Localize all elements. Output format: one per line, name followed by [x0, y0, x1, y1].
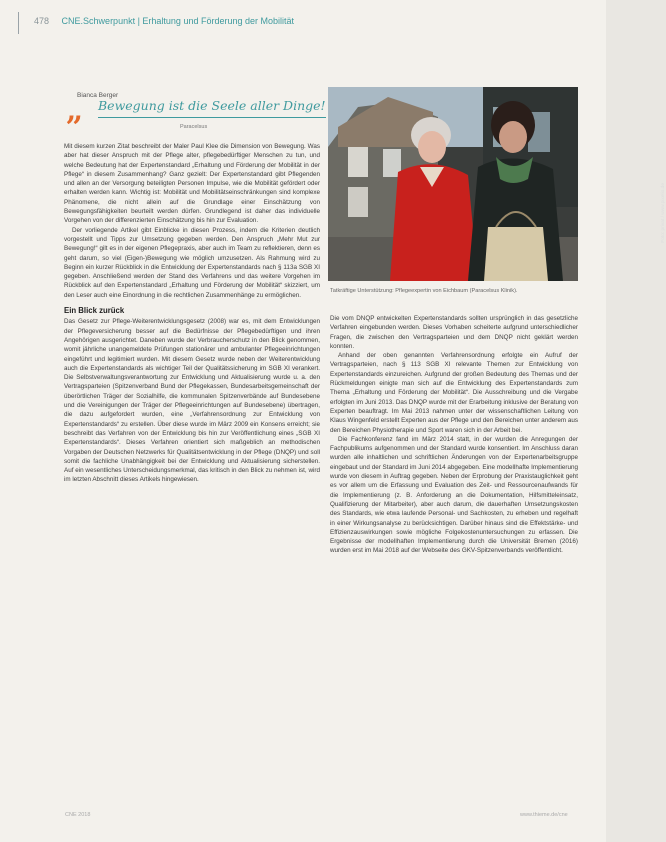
right-paragraph-2: Anhand der oben genannten Verfahrensordnung erfolgte ein Aufruf der Vertragsparteien, nach § 113 SGB XI relevante Themen zur Entwicklung von Expertenstandards einzureichen. Aufgrund der großen Bedeutung des Themas und der Rückmeldungen einigte man sich auf die Entwicklung des Expertenstandards zum Thema „Erhaltung und Förderung der Mobilität“. Die Ausschreibung und die Vergabe erfolgten im Juni 2013. Das DNQP wurde mit der Erarbeitung inklusive der Beratung von Experten beauftragt. Im Mai 2013 nahmen unter der wissenschaftlichen Leitung von Klaus Wingenfeld erstellt Experten aus der Pflege und den Bereichen unter anderem aus den Bereichen Physiotherapie und Sport waren sich in der Arbeit bei.	[330, 352, 578, 434]
intro-paragraph: Mit diesem kurzen Zitat beschreibt der Maler Paul Klee die Dimension von Bewegung. Was aber hat dieser Anspruch mit der Pflege alter, pflegebedürftiger Menschen zu tun, und welche Bedeutung hat der Expertenstandard „Erhaltung und Förderung der Mobilität in der Pflege“ in diesem Zusammenhang? Ganz gezielt: Der Expertenstandard gibt Pflegenden und allen an der Versorgung beteiligten Personen Impulse, wie die Mobilität gefördert oder erhalten werden kann. Wichtig ist: Mobilität und Mobilitätseinschränkungen sind komplexe Phänomene, die nicht allein auf die Grundlage einer Einschätzung von Bewegungsfähigkeiten beurteilt werden dürfen. Grundlegend ist daher das individuelle Vorgehen von der differenzierten Einschätzung bis hin zur Evaluation.	[64, 143, 320, 225]
photo-credit: Foto: privat / www.pixelio.de	[661, 183, 666, 243]
footer-right: www.thieme.de/cne	[520, 812, 568, 818]
running-header	[34, 16, 574, 26]
section-label: CNE.Schwerpunkt | Erhaltung und Förderung der Mobilität	[61, 16, 295, 26]
section-heading: Ein Blick zurück	[64, 306, 125, 316]
page-number: 478	[34, 16, 50, 26]
article-photo	[328, 87, 666, 281]
article-author: Bianca Berger	[77, 92, 119, 99]
right-column	[330, 314, 578, 556]
quote-mark-icon: „	[66, 93, 84, 128]
right-paragraph-3: Die Fachkonferenz fand im März 2014 statt, in der wurden die Anregungen der Fachpublikums aufgenommen und der Standard wurde konsentiert. Im Anschluss daran wurden alle inhaltlichen und schriftlichen Änderungen von der Expertenarbeitsgruppe eingebaut und der Standard im Juni 2014 abgegeben. Eine modellhafte Implementierung wurde von diesem in Auftrag gegeben. Neben der Erprobung der Praxistauglichkeit geht es vor allem um die Erfassung und Evaluation des Zeit- und Ressourcenaufwands für die Implementierung (z. B. Anforderung an die Dokumentation, Hilfsmitteleinsatz, Qualifizierung der Mitarbeiter), aber auch darum, die dauerhaften Umsetzungskosten des Standards, wie etwa laufende Personal- und Sachkosten, zu erheben und regelhaft in einer Wirkungsanalyse zu berücksichtigen. Darüber hinaus sind die Effektstärke- und Effizienzauswirkungen sowie mögliche Folgekostenuntersuchungen zu erfassen. Die Ergebnisse der modellhaften Implementierung durch die Universität Bremen (2016) wurden erst im Mai 2018 auf der Webseite des GKV-Spitzenverbands veröffentlicht.	[330, 435, 578, 555]
photo-illustration	[328, 87, 578, 281]
footer-left: CNE 2018	[65, 812, 91, 818]
article-title: Bewegung ist die Seele aller Dinge!	[98, 98, 326, 113]
paragraph-3: Das Gesetz zur Pflege-Weiterentwicklungsgesetz (2008) war es, mit dem Entwicklungen der Pflegeversicherung besser auf die Bedürfnisse der Pflegebedürftigen und ihren Angehörigen ausgerichtet. Daneben wurde der Verbraucherschutz in den Blick genommen, womit jährliche unangemeldete Prüfungen stationärer und ambulanter Pflegeeinrichtungen eingeführt und legitimiert wurden. Mit diesem Gesetz wurde neben der Weiterentwicklung auch die Expertenstandards als wichtiger Teil der Qualitätssicherung im SGB XI verankert. Die Selbstverwaltungsverantwortung zur Entwicklung und Aktualisierung wurde u. a. den Vertragsparteien (Spitzenverband Bund der Pflegekassen, Bundesarbeitsgemeinschaft der überörtlichen Träger der Sozialhilfe, die kommunalen Spitzenverbände auf Bundesebene und die Vereinigungen der Träger der Pflegeeinrichtungen auf Bundesebene) übertragen, die dazu aufgefordert wurden, eine „Verfahrensordnung zur Entwicklung von Expertenstandards“ zu erstellen. Über diese wurde im März 2009 ein Konsens erreicht; sie beschreibt das Verfahren von der Entwicklung bis hin zur Veröffentlichung eines „SGB XI Expertenstandards“. Dieses Verfahren orientiert sich maßgeblich an methodischen Vorgaben der Deutschen Netzwerks für Qualitätsentwicklung in der Pflege (DNQP) und soll somit die fachliche Unabhängigkeit bei der Entwicklung und Aktualisierung sicherstellen. Auf ein wesentliches Unterscheidungsmerkmal, das kritisch in den Blick zu nehmen ist, wird im letzten Abschnitt dieses Artikels hingewiesen.	[64, 318, 320, 484]
paragraph-2: Der vorliegende Artikel gibt Einblicke in diesen Prozess, indem die Kriterien deutlich vorgestellt und Tipps zur Umsetzung gegeben werden. Den Anspruch „Mehr Mut zur Bewegung!“ gilt es in der eigenen Pflegepraxis, aber auch im Team zu reflektieren, denn es geht darum, so viel (Eigen-)Bewegung wie möglich umzusetzen. Als Rahmung wird zu Beginn ein kurzer Rückblick in die Entwicklung der Expertenstandards nach § 113a SGB XI gegeben. Anschließend werden der Stand des Verfahrens und das weitere Vorgehen im Rückblick auf den Expertenstandard „Erhaltung und Förderung der Mobilität“ skizziert, um den Leser auch eine Einordnung in die rechtlichen Zusammenhänge zu ermöglichen.	[64, 226, 320, 299]
quote-source: Paracelsus	[180, 124, 208, 130]
photo-caption: Tatkräftige Unterstützung: Pflegeexpertin von Eichbaum (Paracelsus Klinik).	[330, 288, 518, 294]
left-column	[64, 142, 320, 485]
header-rule	[18, 12, 19, 34]
title-underline	[98, 117, 326, 118]
right-paragraph-1: Die vom DNQP entwickelten Expertenstandards sollten ursprünglich in das gesetzliche Verfahren eingebunden werden. Dieses Vorhaben scheiterte aufgrund unterschiedlicher Fragen, die zwischen den Vertragsparteien und dem DNQP nicht geklärt werden konnten.	[330, 315, 578, 350]
